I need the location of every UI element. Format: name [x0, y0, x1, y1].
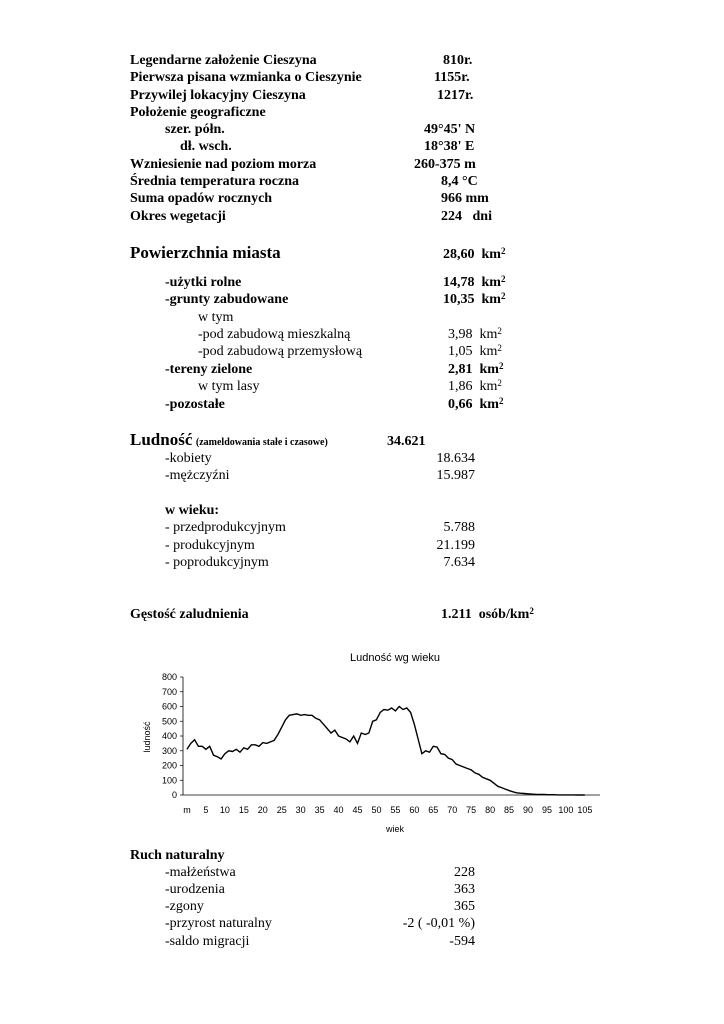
natural-deaths-value: 365	[454, 899, 475, 914]
chart-x-tick-label: 65	[428, 805, 439, 815]
chart-x-label: wiek	[385, 824, 405, 834]
chart-y-tick-label: 300	[161, 745, 177, 756]
chart-x-tick-label: 30	[295, 805, 306, 815]
population-heading	[130, 430, 328, 451]
chart-x-tick-label: 40	[333, 805, 344, 815]
area-total: 28,60 $km^2$	[443, 246, 506, 262]
chart-title: Ludność wg wieku	[350, 652, 440, 664]
population-note: (zameldowania stałe i czasowe)	[195, 437, 328, 448]
chart-series-line	[187, 707, 585, 796]
fact-value-precipitation: 966 mm	[441, 191, 489, 206]
age-title: w wieku:	[165, 503, 220, 518]
chart-x-tick-label: 45	[352, 805, 363, 815]
chart-x-tick-label: m	[183, 805, 191, 815]
chart-y-tick-label: 0	[171, 790, 177, 800]
chart-y-tick-label: 200	[161, 760, 177, 771]
chart-x-tick-label: 70	[447, 805, 458, 815]
chart-x-tick-label: 50	[371, 805, 382, 815]
fact-label-first-mention: Pierwsza pisana wzmianka o Cieszynie	[130, 70, 362, 85]
fact-label-location-charter: Przywilej lokacyjny Cieszyna	[130, 88, 306, 103]
area-title: Powierzchnia miasta	[130, 243, 281, 262]
chart-x-tick-label: 20	[257, 805, 268, 815]
area-item-built-label: -grunty zabudowane	[165, 292, 289, 307]
natural-growth-label: -przyrost naturalny	[165, 916, 272, 931]
age-productive-value: 21.199	[436, 538, 475, 553]
chart-x-tick-label: 25	[276, 805, 287, 815]
fact-label-elevation: Wzniesienie nad poziom morza	[130, 157, 317, 172]
area-item-agricultural-value: 14,78 $km^2$	[443, 274, 506, 290]
chart-x-tick-label: 35	[314, 805, 325, 815]
age-productive-label: - produkcyjnym	[165, 538, 255, 553]
chart-x-tick-label: 60	[409, 805, 420, 815]
chart-x-tick-label: 85	[504, 805, 515, 815]
chart-x-tick-label: 80	[485, 805, 496, 815]
chart-y-tick-label: 100	[161, 775, 177, 786]
fact-label-geo-position: Położenie geograficzne	[130, 105, 266, 120]
fact-value-location-charter: 1217r.	[437, 88, 474, 103]
fact-label-vegetation: Okres wegetacji	[130, 209, 226, 224]
population-age-chart	[140, 645, 610, 840]
fact-value-longitude: 18°38' E	[424, 139, 475, 154]
fact-value-first-mention: 1155r.	[434, 70, 470, 85]
area-item-residential-label: -pod zabudową mieszkalną	[198, 327, 351, 342]
area-item-forests-value: 1,86 $km^2$	[448, 378, 502, 394]
chart-x-tick-label: 100	[558, 805, 574, 815]
chart-x-tick-label: 55	[390, 805, 401, 815]
area-item-green-value: 2,81 $km^2$	[448, 361, 504, 377]
area-item-residential-value: 3,98 $km^2$	[448, 326, 502, 342]
population-women-label: -kobiety	[165, 451, 212, 466]
chart-y-tick-label: 500	[161, 716, 177, 727]
chart-x-tick-label: 75	[466, 805, 477, 815]
natural-migration-value: -594	[449, 934, 475, 949]
chart-y-tick-label: 600	[161, 701, 177, 712]
density-value: 1.211 osób/$km^2$	[441, 606, 534, 622]
natural-deaths-label: -zgony	[165, 899, 204, 914]
population-total: 34.621	[387, 434, 426, 449]
density-label: Gęstość zaludnienia	[130, 607, 249, 622]
chart-y-label: ludność	[142, 721, 152, 753]
fact-label-latitude: szer. półn.	[165, 122, 225, 137]
population-men-label: -mężczyźni	[165, 468, 230, 483]
fact-label-longitude: dł. wsch.	[180, 139, 232, 154]
area-item-industrial-label: -pod zabudową przemysłową	[198, 344, 363, 359]
population-title: Ludność	[130, 430, 193, 449]
fact-label-temperature: Średnia temperatura roczna	[130, 174, 300, 189]
population-women-value: 18.634	[436, 451, 475, 466]
natural-births-label: -urodzenia	[165, 882, 225, 897]
age-preproductive-label: - przedprodukcyjnym	[165, 520, 286, 535]
area-item-other-value: 0,66 $km^2$	[448, 396, 504, 412]
age-postproductive-value: 7.634	[443, 555, 475, 570]
chart-x-tick-label: 10	[219, 805, 230, 815]
area-item-forests-label: w tym lasy	[198, 379, 260, 394]
natural-marriages-label: -małżeństwa	[165, 865, 236, 880]
chart-y-tick-label: 700	[161, 686, 177, 697]
chart-x-tick-label: 105	[577, 805, 593, 815]
chart-x-tick-label: 90	[523, 805, 534, 815]
chart-y-tick-label: 400	[161, 731, 177, 741]
chart-x-tick-label: 15	[238, 805, 249, 815]
age-preproductive-value: 5.788	[443, 520, 475, 535]
fact-label-founding: Legendarne założenie Cieszyna	[130, 53, 317, 68]
fact-value-elevation: 260-375 m	[414, 157, 476, 172]
fact-label-precipitation: Suma opadów rocznych	[130, 191, 273, 206]
natural-title: Ruch naturalny	[130, 848, 225, 863]
natural-migration-label: -saldo migracji	[165, 934, 250, 949]
natural-marriages-value: 228	[454, 865, 475, 880]
population-men-value: 15.987	[436, 468, 475, 483]
natural-growth-value: -2 ( -0,01 %)	[402, 916, 475, 931]
area-item-including-label: w tym	[198, 310, 234, 325]
natural-births-value: 363	[454, 882, 475, 897]
area-item-other-label: -pozostałe	[165, 397, 225, 412]
area-item-industrial-value: 1,05 $km^2$	[448, 343, 502, 359]
area-item-built-value: 10,35 $km^2$	[443, 291, 506, 307]
fact-value-founding: 810r.	[443, 53, 473, 68]
chart-x-tick-label: 95	[541, 805, 552, 815]
area-item-green-label: -tereny zielone	[165, 362, 253, 377]
fact-value-latitude: 49°45' N	[424, 122, 476, 137]
fact-value-temperature: 8,4 °C	[441, 174, 478, 189]
chart-y-tick-label: 800	[161, 672, 177, 682]
fact-value-vegetation: 224 dni	[441, 209, 492, 224]
age-postproductive-label: - poprodukcyjnym	[165, 555, 269, 570]
chart-x-tick-label: 5	[203, 805, 209, 815]
area-item-agricultural-label: -użytki rolne	[165, 275, 242, 290]
